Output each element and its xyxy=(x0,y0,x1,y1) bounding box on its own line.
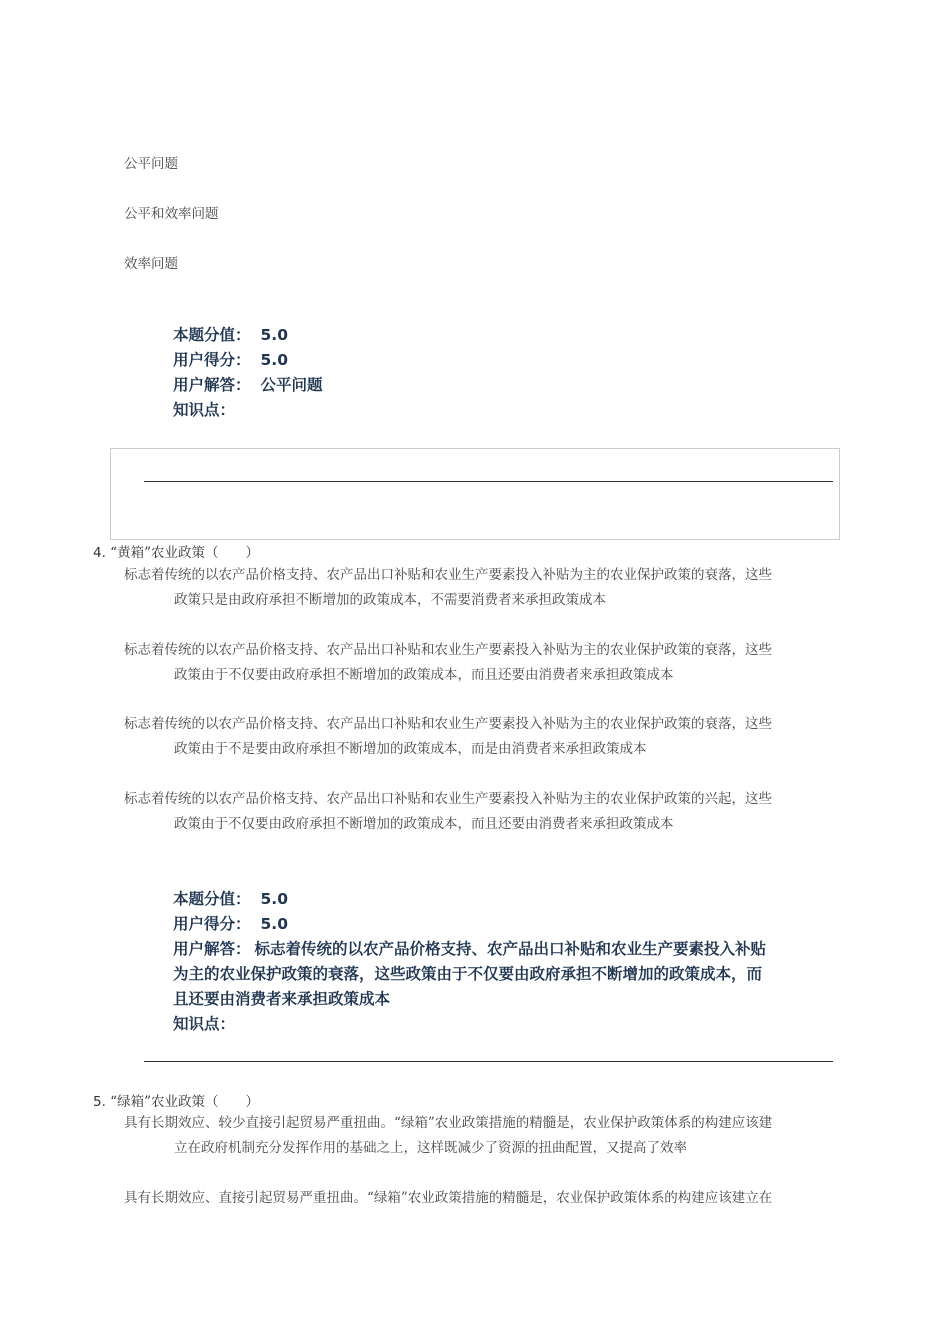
question-text: “黄箱”农业政策（ ） xyxy=(110,545,259,561)
option-text: 政策由于不仅要由政府承担不断增加的政策成本，而且还要由消费者来承担政策成本 xyxy=(174,667,674,683)
user-answer-value: 标志着传统的以农产品价格支持、农产品出口补贴和农业生产要素投入补贴 xyxy=(254,940,767,958)
option-item[interactable] xyxy=(124,787,814,837)
option-text: 立在政府机制充分发挥作用的基础之上，这样既减少了资源的扭曲配置，又提高了效率 xyxy=(174,1140,687,1156)
user-answer-label: 用户解答： xyxy=(173,376,251,394)
option-item[interactable] xyxy=(124,563,814,613)
option-item[interactable] xyxy=(124,1111,814,1161)
option-text: 标志着传统的以农产品价格支持、农产品出口补贴和农业生产要素投入补贴为主的农业保护政策的兴起，这些 xyxy=(124,791,772,807)
answer-info xyxy=(173,323,813,423)
option-text: 标志着传统的以农产品价格支持、农产品出口补贴和农业生产要素投入补贴为主的农业保护政策的衰落，这些 xyxy=(124,567,772,583)
score-label: 本题分值： xyxy=(173,326,251,344)
separator-line xyxy=(144,481,833,482)
question-number: 5. xyxy=(93,1094,111,1110)
knowledge-label: 知识点： xyxy=(173,1015,236,1033)
question-title xyxy=(93,541,259,561)
option-item[interactable] xyxy=(124,712,814,762)
user-answer-value: 公平问题 xyxy=(260,376,323,394)
user-score-label: 用户得分： xyxy=(173,915,251,933)
option-item[interactable]: 效率问题 xyxy=(124,256,178,272)
option-text: 具有长期效应、直接引起贸易严重扭曲。“绿箱”农业政策措施的精髓是，农业保护政策体系的构建应该建立在 xyxy=(124,1190,773,1206)
option-item[interactable] xyxy=(124,1186,814,1211)
user-answer-value: 为主的农业保护政策的衰落，这些政策由于不仅要由政府承担不断增加的政策成本，而 xyxy=(173,965,763,983)
option-item[interactable] xyxy=(124,638,814,688)
separator-line xyxy=(144,1061,833,1062)
option-text: 标志着传统的以农产品价格支持、农产品出口补贴和农业生产要素投入补贴为主的农业保护政策的衰落，这些 xyxy=(124,642,772,658)
user-score-value: 5.0 xyxy=(260,351,288,369)
knowledge-label: 知识点： xyxy=(173,401,236,419)
option-item[interactable]: 公平和效率问题 xyxy=(124,206,219,222)
user-answer-label: 用户解答： xyxy=(173,940,251,958)
option-text: 标志着传统的以农产品价格支持、农产品出口补贴和农业生产要素投入补贴为主的农业保护政策的衰落，这些 xyxy=(124,716,772,732)
score-value: 5.0 xyxy=(260,890,288,908)
question-text: “绿箱”农业政策（ ） xyxy=(110,1094,259,1110)
user-score-label: 用户得分： xyxy=(173,351,251,369)
knowledge-box xyxy=(110,448,840,540)
option-item[interactable]: 公平问题 xyxy=(124,156,178,172)
option-text: 政策只是由政府承担不断增加的政策成本，不需要消费者来承担政策成本 xyxy=(174,592,606,608)
answer-info xyxy=(173,887,813,1037)
option-text: 政策由于不是要由政府承担不断增加的政策成本，而是由消费者来承担政策成本 xyxy=(174,741,647,757)
user-answer-value: 且还要由消费者来承担政策成本 xyxy=(173,990,391,1008)
question-number: 4. xyxy=(93,545,111,561)
score-value: 5.0 xyxy=(260,326,288,344)
question-title xyxy=(93,1090,259,1110)
option-text: 具有长期效应、较少直接引起贸易严重扭曲。“绿箱”农业政策措施的精髓是，农业保护政策体系的构建应该建 xyxy=(124,1115,773,1131)
option-text: 政策由于不仅要由政府承担不断增加的政策成本，而且还要由消费者来承担政策成本 xyxy=(174,816,674,832)
score-label: 本题分值： xyxy=(173,890,251,908)
user-score-value: 5.0 xyxy=(260,915,288,933)
